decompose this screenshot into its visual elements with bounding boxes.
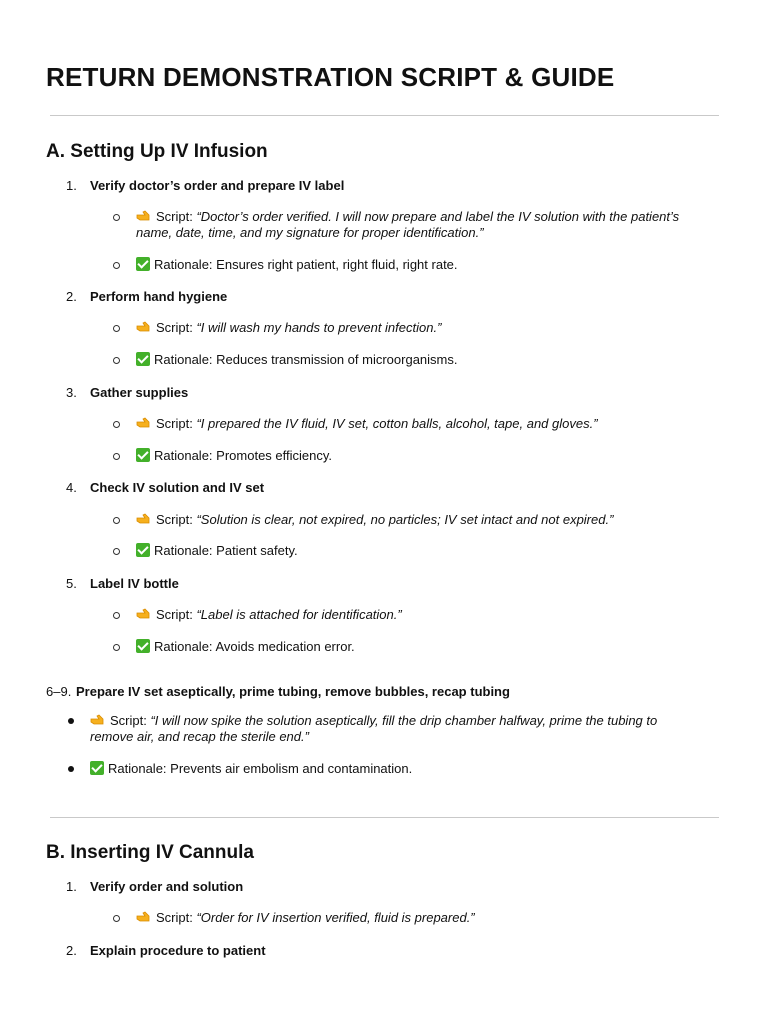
rationale-text: Promotes efficiency. <box>216 448 333 463</box>
script-text: “I will now spike the solution aseptically, fill the drip chamber halfway, prime the tubing to <box>150 713 658 728</box>
rationale-text: Reduces transmission of microorganisms. <box>216 352 458 367</box>
script-text: “Solution is clear, not expired, no particles; IV set intact and not expired.” <box>196 512 614 527</box>
script-label: Script: <box>156 607 193 622</box>
rationale-label: Rationale: <box>154 543 213 558</box>
step-title: Verify order and solution <box>90 879 244 894</box>
pointing-hand-icon <box>136 416 152 430</box>
pointing-hand-icon <box>136 320 152 334</box>
pointing-hand-icon <box>90 713 106 727</box>
script-label: Script: <box>156 512 193 527</box>
script-line <box>136 910 475 926</box>
bullet <box>113 262 120 269</box>
rationale-text: Patient safety. <box>216 543 298 558</box>
script-text: “I prepared the IV fluid, IV set, cotton balls, alcohol, tape, and gloves.” <box>196 416 598 431</box>
script-text: “I will wash my hands to prevent infection.” <box>196 320 442 335</box>
script-label: Script: <box>156 209 193 224</box>
step-title: Verify doctor’s order and prepare IV label <box>90 178 345 193</box>
divider <box>50 115 719 116</box>
bullet <box>113 644 120 651</box>
step-title: Label IV bottle <box>90 576 179 591</box>
script-text: remove air, and recap the sterile end.” <box>90 729 309 744</box>
pointing-hand-icon <box>136 910 152 924</box>
script-label: Script: <box>156 416 193 431</box>
rationale-line <box>90 761 412 777</box>
script-label: Script: <box>156 910 193 925</box>
script-text: name, date, time, and my signature for proper identification.” <box>136 225 484 240</box>
pointing-hand-icon <box>136 607 152 621</box>
script-text: “Label is attached for identification.” <box>196 607 402 622</box>
rationale-line <box>136 448 332 464</box>
check-mark-icon <box>136 352 150 366</box>
script-line <box>136 320 441 336</box>
rationale-text: Ensures right patient, right fluid, right rate. <box>216 257 458 272</box>
bullet <box>113 612 120 619</box>
script-line <box>136 607 402 623</box>
script-text: “Order for IV insertion verified, fluid is prepared.” <box>196 910 475 925</box>
step-number: 2. <box>66 943 77 958</box>
bullet <box>68 766 74 772</box>
rationale-line <box>136 543 298 559</box>
step-number: 4. <box>66 480 77 495</box>
script-line-continued <box>90 729 309 745</box>
script-line <box>136 209 679 225</box>
document-title: RETURN DEMONSTRATION SCRIPT & GUIDE <box>46 62 615 92</box>
rationale-line <box>136 257 458 273</box>
script-label: Script: <box>110 713 147 728</box>
step-number: 1. <box>66 879 77 894</box>
step-title: Explain procedure to patient <box>90 943 266 958</box>
script-line <box>136 512 613 528</box>
bullet <box>113 421 120 428</box>
step-title: Prepare IV set aseptically, prime tubing, remove bubbles, recap tubing <box>76 684 510 699</box>
rationale-line <box>136 639 355 655</box>
script-text: “Doctor’s order verified. I will now prepare and label the IV solution with the patient’s <box>196 209 680 224</box>
rationale-label: Rationale: <box>154 448 213 463</box>
check-mark-icon <box>136 639 150 653</box>
rationale-line <box>136 352 457 368</box>
script-line-continued <box>136 225 484 241</box>
script-line <box>136 416 598 432</box>
step-title: Check IV solution and IV set <box>90 480 265 495</box>
divider <box>50 817 719 818</box>
check-mark-icon <box>136 257 150 271</box>
rationale-label: Rationale: <box>154 352 213 367</box>
pointing-hand-icon <box>136 512 152 526</box>
rationale-label: Rationale: <box>154 639 213 654</box>
section-heading: A. Setting Up IV Infusion <box>46 141 268 162</box>
bullet <box>113 517 120 524</box>
step-number: 3. <box>66 385 77 400</box>
script-label: Script: <box>156 320 193 335</box>
rationale-label: Rationale: <box>154 257 213 272</box>
check-mark-icon <box>136 448 150 462</box>
step-title: Perform hand hygiene <box>90 289 228 304</box>
rationale-text: Avoids medication error. <box>215 639 355 654</box>
rationale-label: Rationale: <box>108 761 167 776</box>
bullet <box>113 915 120 922</box>
check-mark-icon <box>136 543 150 557</box>
bullet <box>68 718 74 724</box>
check-mark-icon <box>90 761 104 775</box>
step-number: 1. <box>66 178 77 193</box>
step-title: Gather supplies <box>90 385 189 400</box>
section-heading: B. Inserting IV Cannula <box>46 842 254 863</box>
bullet <box>113 548 120 555</box>
bullet <box>113 453 120 460</box>
step-number: 5. <box>66 576 77 591</box>
step-number: 2. <box>66 289 77 304</box>
script-line <box>90 713 657 729</box>
rationale-text: Prevents air embolism and contamination. <box>170 761 413 776</box>
pointing-hand-icon <box>136 209 152 223</box>
bullet <box>113 325 120 332</box>
step-number: 6–9. <box>46 684 72 699</box>
bullet <box>113 357 120 364</box>
bullet <box>113 214 120 221</box>
